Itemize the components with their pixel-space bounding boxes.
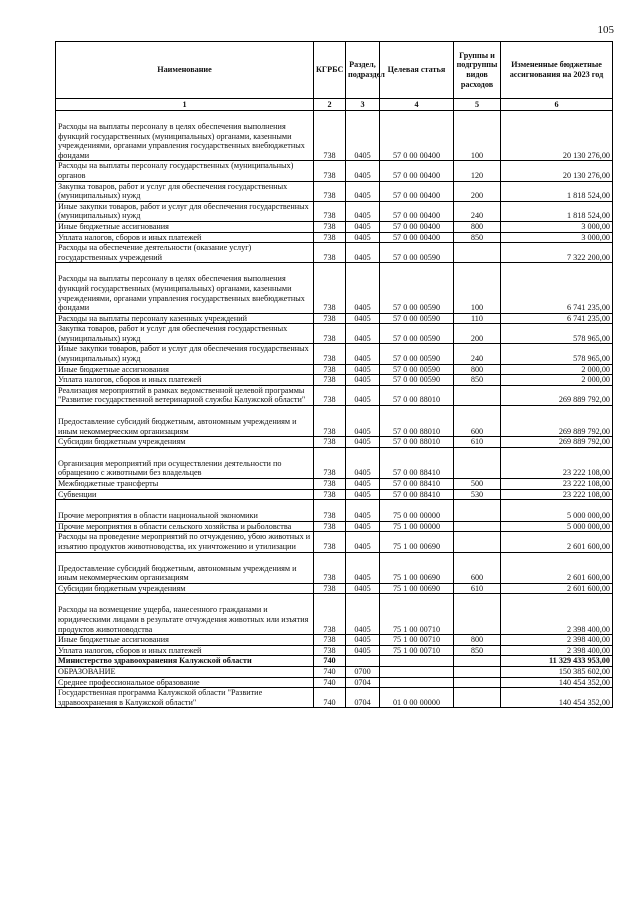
cell-grbs: 738 [314,364,346,375]
cell-section: 0405 [346,479,380,490]
cell-group: 500 [454,479,501,490]
table-row [56,437,613,448]
column-number: 4 [380,99,454,111]
cell-section: 0405 [346,232,380,243]
cell-target: 75 1 00 00690 [380,583,454,594]
cell-group [454,500,501,522]
cell-grbs: 738 [314,324,346,344]
cell-amount: 23 222 108,00 [501,489,613,500]
cell-name: Субсидии бюджетным учреждениям [56,583,314,594]
cell-group: 600 [454,552,501,583]
cell-name: Закупка товаров, работ и услуг для обеспечения государственных (муниципальных) нужд [56,181,314,201]
cell-group: 530 [454,489,501,500]
table-row [56,532,613,552]
cell-group: 200 [454,181,501,201]
cell-amount: 20 130 276,00 [501,111,613,161]
cell-section: 0405 [346,375,380,386]
cell-target: 57 0 00 00400 [380,201,454,221]
cell-amount: 11 329 433 953,00 [501,656,613,667]
cell-target: 57 0 00 00590 [380,344,454,364]
cell-name: ОБРАЗОВАНИЕ [56,666,314,677]
cell-group [454,447,501,478]
cell-grbs: 738 [314,263,346,313]
cell-name: Уплата налогов, сборов и иных платежей [56,232,314,243]
cell-name: Расходы на возмещение ущерба, нанесенного гражданами и юридическими лицами в результате отчуждения животных или изъятия продуктов животноводства [56,594,314,635]
table-body [56,111,613,708]
cell-name: Уплата налогов, сборов и иных платежей [56,645,314,656]
cell-group: 800 [454,635,501,646]
cell-amount: 140 454 352,00 [501,677,613,688]
cell-group [454,677,501,688]
cell-section: 0405 [346,201,380,221]
header-target: Целевая статья [380,42,454,99]
cell-grbs: 738 [314,385,346,405]
cell-target: 57 0 00 88010 [380,385,454,405]
table-row [56,232,613,243]
cell-amount: 6 741 235,00 [501,313,613,324]
cell-name: Предоставление субсидий бюджетным, автономным учреждениям и иным некоммерческим организациям [56,552,314,583]
cell-section: 0405 [346,111,380,161]
table-row [56,161,613,181]
cell-name: Расходы на проведение мероприятий по отчуждению, убою животных и изъятию продуктов животноводства, их уничтожению и утилизации [56,532,314,552]
cell-group: 240 [454,344,501,364]
cell-grbs: 738 [314,375,346,386]
cell-target: 75 0 00 00000 [380,500,454,522]
cell-grbs: 740 [314,688,346,708]
cell-name: Иные закупки товаров, работ и услуг для обеспечения государственных (муниципальных) нужд [56,201,314,221]
cell-section: 0405 [346,344,380,364]
cell-group: 200 [454,324,501,344]
cell-amount: 2 601 600,00 [501,532,613,552]
cell-group [454,385,501,405]
table-row [56,656,613,667]
cell-grbs: 738 [314,583,346,594]
table-row [56,324,613,344]
table-row [56,385,613,405]
cell-name: Предоставление субсидий бюджетным, автономным учреждениям и иным некоммерческим организациям [56,406,314,437]
cell-group: 800 [454,221,501,232]
cell-name: Расходы на выплаты персоналу в целях обеспечения выполнения функций государственных (муниципальных) органами, казенными учреждениями, органами управления государственных внебюджетных фондами [56,111,314,161]
cell-section: 0405 [346,489,380,500]
cell-section: 0704 [346,677,380,688]
cell-amount: 2 601 600,00 [501,552,613,583]
cell-grbs: 738 [314,437,346,448]
table-row [56,344,613,364]
cell-grbs: 738 [314,161,346,181]
cell-target: 75 1 00 00690 [380,552,454,583]
cell-target: 57 0 00 88410 [380,447,454,478]
cell-name: Иные закупки товаров, работ и услуг для обеспечения государственных (муниципальных) нужд [56,344,314,364]
header-group: Группы и подгруппы видов расходов [454,42,501,99]
cell-target: 57 0 00 00400 [380,161,454,181]
cell-target: 57 0 00 88010 [380,437,454,448]
cell-amount: 269 889 792,00 [501,406,613,437]
cell-group: 800 [454,364,501,375]
cell-amount: 1 818 524,00 [501,201,613,221]
cell-grbs: 738 [314,521,346,532]
column-number: 6 [501,99,613,111]
table-row [56,635,613,646]
cell-group [454,594,501,635]
table-row [56,201,613,221]
cell-section: 0405 [346,364,380,375]
cell-amount: 140 454 352,00 [501,688,613,708]
cell-grbs: 740 [314,677,346,688]
cell-group [454,656,501,667]
cell-name: Расходы на выплаты персоналу государственных (муниципальных) органов [56,161,314,181]
cell-target: 57 0 00 00400 [380,232,454,243]
page-number: 105 [597,24,614,36]
cell-grbs: 738 [314,552,346,583]
cell-name: Прочие мероприятия в области национальной экономики [56,500,314,522]
cell-section: 0405 [346,532,380,552]
cell-target: 75 1 00 00000 [380,521,454,532]
table-row [56,221,613,232]
cell-group [454,243,501,263]
cell-grbs: 740 [314,666,346,677]
cell-name: Реализация мероприятий в рамках ведомственной целевой программы "Развитие государственной ветеринарной службы Калужской области" [56,385,314,405]
cell-amount: 269 889 792,00 [501,437,613,448]
cell-target: 57 0 00 00590 [380,375,454,386]
cell-target: 75 1 00 00710 [380,594,454,635]
cell-target: 01 0 00 00000 [380,688,454,708]
table-row [56,243,613,263]
cell-name: Расходы на обеспечение деятельности (оказание услуг) государственных учреждений [56,243,314,263]
cell-group: 610 [454,583,501,594]
cell-target [380,656,454,667]
cell-name: Прочие мероприятия в области сельского хозяйства и рыболовства [56,521,314,532]
cell-grbs: 738 [314,500,346,522]
cell-section: 0405 [346,447,380,478]
cell-section: 0405 [346,552,380,583]
header-grbs: КГРБС [314,42,346,99]
table-row [56,263,613,313]
cell-group [454,666,501,677]
cell-name: Организация мероприятий при осуществлении деятельности по обращению с животными без владельцев [56,447,314,478]
cell-section: 0405 [346,313,380,324]
cell-amount: 2 601 600,00 [501,583,613,594]
cell-amount: 23 222 108,00 [501,447,613,478]
cell-amount: 2 398 400,00 [501,645,613,656]
cell-section: 0405 [346,181,380,201]
column-number: 5 [454,99,501,111]
cell-section: 0405 [346,594,380,635]
table-row [56,645,613,656]
cell-section: 0405 [346,161,380,181]
cell-name: Иные бюджетные ассигнования [56,364,314,375]
table-row [56,406,613,437]
column-number: 3 [346,99,380,111]
table-row [56,666,613,677]
cell-section: 0405 [346,521,380,532]
cell-target: 75 1 00 00710 [380,645,454,656]
cell-target: 57 0 00 00590 [380,263,454,313]
cell-section: 0405 [346,645,380,656]
cell-name: Субсидии бюджетным учреждениям [56,437,314,448]
cell-section: 0704 [346,688,380,708]
table-row [56,594,613,635]
cell-name: Среднее профессиональное образование [56,677,314,688]
cell-amount: 150 385 602,00 [501,666,613,677]
cell-target: 57 0 00 00400 [380,221,454,232]
cell-section [346,656,380,667]
cell-group [454,521,501,532]
cell-section: 0405 [346,406,380,437]
table-row [56,111,613,161]
cell-grbs: 738 [314,313,346,324]
cell-amount: 23 222 108,00 [501,479,613,490]
cell-target: 57 0 00 88010 [380,406,454,437]
cell-section: 0405 [346,635,380,646]
header-name: Наименование [56,42,314,99]
cell-grbs: 738 [314,594,346,635]
cell-target: 57 0 00 88410 [380,479,454,490]
table-row [56,677,613,688]
cell-section: 0405 [346,437,380,448]
cell-amount: 578 965,00 [501,324,613,344]
cell-grbs: 738 [314,344,346,364]
cell-name: Субвенции [56,489,314,500]
cell-group: 850 [454,375,501,386]
cell-amount: 269 889 792,00 [501,385,613,405]
cell-name: Министерство здравоохранения Калужской области [56,656,314,667]
cell-grbs: 738 [314,181,346,201]
cell-amount: 6 741 235,00 [501,263,613,313]
column-number-row [56,99,613,111]
cell-name: Закупка товаров, работ и услуг для обеспечения государственных (муниципальных) нужд [56,324,314,344]
cell-amount: 1 818 524,00 [501,181,613,201]
table-row [56,181,613,201]
cell-group: 100 [454,111,501,161]
cell-amount: 3 000,00 [501,232,613,243]
cell-grbs: 738 [314,201,346,221]
table-row [56,521,613,532]
cell-target [380,677,454,688]
cell-grbs: 738 [314,447,346,478]
cell-target: 57 0 00 00400 [380,181,454,201]
cell-amount: 5 000 000,00 [501,521,613,532]
cell-amount: 2 000,00 [501,364,613,375]
cell-grbs: 738 [314,111,346,161]
cell-grbs: 738 [314,479,346,490]
header-row [56,42,613,99]
cell-target: 57 0 00 00400 [380,111,454,161]
header-section: Раздел, подраздел [346,42,380,99]
cell-grbs: 738 [314,243,346,263]
cell-amount: 3 000,00 [501,221,613,232]
cell-name: Расходы на выплаты персоналу в целях обеспечения выполнения функций государственных (муниципальных) органами, казенными учреждениями, органами управления государственных внебюджетных фондами [56,263,314,313]
header-amount: Измененные бюджетные ассигнования на 2023 год [501,42,613,99]
table-row [56,500,613,522]
cell-name: Государственная программа Калужской области "Развитие здравоохранения в Калужской области" [56,688,314,708]
cell-target: 57 0 00 00590 [380,324,454,344]
cell-section: 0405 [346,385,380,405]
cell-target [380,666,454,677]
column-number: 2 [314,99,346,111]
cell-group [454,688,501,708]
cell-amount: 2 398 400,00 [501,594,613,635]
cell-group: 120 [454,161,501,181]
table-row [56,489,613,500]
cell-grbs: 738 [314,232,346,243]
cell-name: Уплата налогов, сборов и иных платежей [56,375,314,386]
cell-target: 57 0 00 00590 [380,364,454,375]
cell-section: 0405 [346,324,380,344]
table-row [56,552,613,583]
cell-target: 57 0 00 00590 [380,243,454,263]
cell-section: 0405 [346,221,380,232]
cell-section: 0405 [346,263,380,313]
cell-section: 0700 [346,666,380,677]
cell-amount: 7 322 200,00 [501,243,613,263]
cell-group: 110 [454,313,501,324]
cell-group: 610 [454,437,501,448]
table-row [56,447,613,478]
cell-grbs: 738 [314,635,346,646]
cell-name: Межбюджетные трансферты [56,479,314,490]
cell-group: 100 [454,263,501,313]
cell-group: 850 [454,645,501,656]
cell-amount: 5 000 000,00 [501,500,613,522]
table-row [56,313,613,324]
cell-grbs: 738 [314,406,346,437]
cell-group: 850 [454,232,501,243]
cell-amount: 20 130 276,00 [501,161,613,181]
cell-grbs: 740 [314,656,346,667]
cell-amount: 578 965,00 [501,344,613,364]
table-row [56,583,613,594]
table-row [56,688,613,708]
column-number: 1 [56,99,314,111]
cell-grbs: 738 [314,489,346,500]
cell-group [454,532,501,552]
cell-grbs: 738 [314,645,346,656]
cell-target: 57 0 00 88410 [380,489,454,500]
cell-target: 75 1 00 00690 [380,532,454,552]
cell-name: Иные бюджетные ассигнования [56,635,314,646]
cell-name: Расходы на выплаты персоналу казенных учреждений [56,313,314,324]
cell-group: 600 [454,406,501,437]
cell-section: 0405 [346,583,380,594]
cell-target: 57 0 00 00590 [380,313,454,324]
cell-target: 75 1 00 00710 [380,635,454,646]
cell-section: 0405 [346,243,380,263]
cell-name: Иные бюджетные ассигнования [56,221,314,232]
cell-grbs: 738 [314,221,346,232]
table-row [56,375,613,386]
cell-grbs: 738 [314,532,346,552]
cell-group: 240 [454,201,501,221]
budget-table [55,41,613,708]
cell-amount: 2 398 400,00 [501,635,613,646]
cell-section: 0405 [346,500,380,522]
table-row [56,479,613,490]
cell-amount: 2 000,00 [501,375,613,386]
table-row [56,364,613,375]
